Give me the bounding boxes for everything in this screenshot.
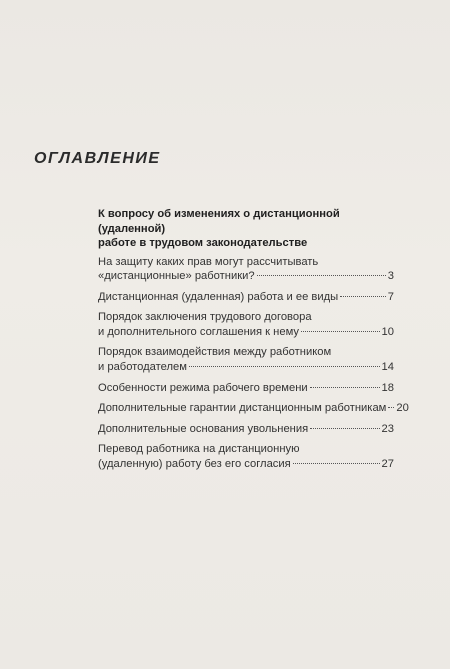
table-of-contents xyxy=(98,207,409,478)
section-title-line-1: К вопросу об изменениях о дистанционной (удаленной) xyxy=(98,208,340,235)
toc-page-number: 7 xyxy=(387,290,394,303)
section-title-line-2: работе в трудовом законодательстве xyxy=(98,237,308,249)
toc-entry-line-2: и работодателем xyxy=(98,361,187,374)
toc-entry-line-1: Порядок взаимодействия между работником xyxy=(98,346,332,359)
toc-entry-line-1: Порядок заключения трудового договора xyxy=(98,311,312,324)
leader-dots xyxy=(189,366,380,367)
leader-dots xyxy=(310,428,379,429)
toc-page-number: 27 xyxy=(381,458,394,471)
toc-entry-line-2: (удаленную) работу без его согласия xyxy=(98,458,291,471)
toc-page-number: 14 xyxy=(381,361,394,374)
toc-entry[interactable] xyxy=(98,422,394,437)
toc-page-number: 23 xyxy=(381,422,394,435)
leader-dots xyxy=(293,463,380,464)
toc-entry-line-1: На защиту каких прав могут рассчитывать xyxy=(98,255,319,268)
toc-entry[interactable] xyxy=(98,381,394,396)
toc-entry-line-1: Перевод работника на дистанционную xyxy=(98,443,300,456)
toc-entry-line-2: Особенности режима рабочего времени xyxy=(98,381,308,394)
leader-dots xyxy=(388,407,394,408)
toc-entry-line-2: Дистанционная (удаленная) работа и ее виды xyxy=(98,290,339,303)
toc-page-number: 18 xyxy=(381,381,394,394)
leader-dots xyxy=(340,296,386,297)
toc-entry[interactable] xyxy=(98,255,394,284)
toc-entry[interactable] xyxy=(98,290,394,305)
toc-entry[interactable] xyxy=(98,442,394,471)
page-title: ОГЛАВЛЕНИЕ xyxy=(34,150,161,167)
leader-dots xyxy=(257,275,386,276)
toc-entry[interactable] xyxy=(98,401,409,416)
section-title xyxy=(98,207,394,251)
toc-entry-line-2: и дополнительного соглашения к нему xyxy=(98,325,299,338)
leader-dots xyxy=(310,387,380,388)
toc-entry-line-2: Дополнительные гарантии дистанционным работникам xyxy=(98,402,387,415)
toc-entry[interactable] xyxy=(98,345,394,374)
toc-page-number: 10 xyxy=(381,325,394,338)
toc-page-number: 20 xyxy=(396,402,409,415)
leader-dots xyxy=(301,331,380,332)
toc-page-number: 3 xyxy=(387,270,394,283)
toc-entry-line-2: «дистанционные» работники? xyxy=(98,270,255,283)
toc-entry-line-2: Дополнительные основания увольнения xyxy=(98,422,309,435)
toc-entry[interactable] xyxy=(98,310,394,339)
